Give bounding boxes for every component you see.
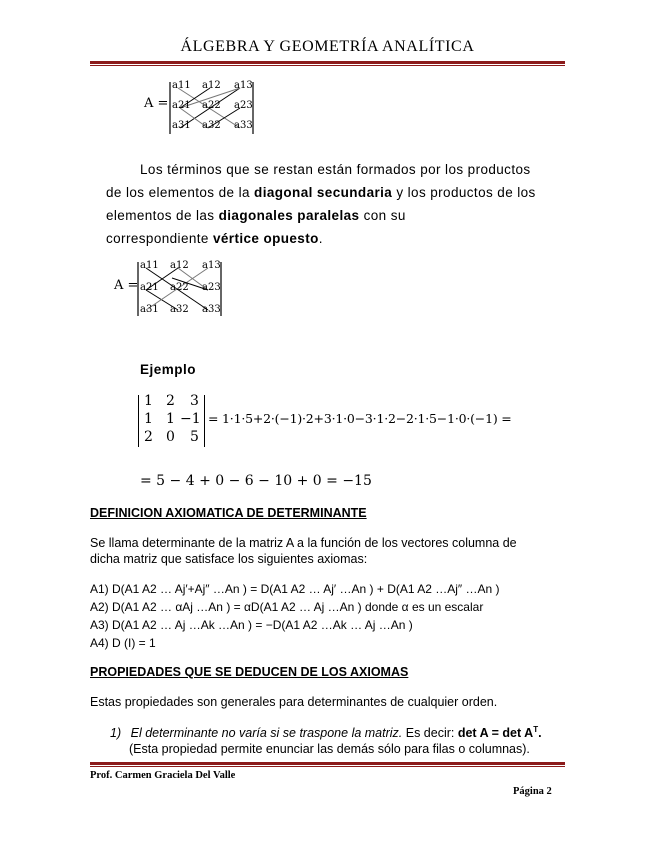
axiom-item: A1) D(A1 A2 … Aj′+Aj″ …An ) = D(A1 A2 … Aj′ …An ) + D(A1 A2 …Aj″ …An ) <box>90 582 500 596</box>
header-rule-thin <box>90 65 565 66</box>
matrix-entry: a31 <box>140 304 159 315</box>
footer-page-number: Página 2 <box>513 786 552 797</box>
para-bold: vértice opuesto <box>212 231 319 246</box>
para-text: . <box>318 231 323 246</box>
det-entry: 3 <box>190 393 199 409</box>
matrix-entry: a12 <box>202 80 221 91</box>
sarrus-diagram-2 <box>112 258 227 320</box>
det-entry: 1 <box>166 411 175 427</box>
example-label: Ejemplo <box>140 362 197 377</box>
matrix-entry: a33 <box>202 304 221 315</box>
det-entry: 1 <box>144 393 153 409</box>
para-text: y los productos de los <box>392 185 536 200</box>
axiom-item: A4) D (I) = 1 <box>90 636 156 650</box>
det-entry: 0 <box>166 429 175 445</box>
matrix-entry: a21 <box>140 282 159 293</box>
matrix-entry: a32 <box>170 304 189 315</box>
properties-intro: Estas propiedades son generales para determinantes de cualquier orden. <box>90 695 498 709</box>
matrix-lhs: A = <box>114 278 139 293</box>
para-text: Los términos que se restan están formados por los productos <box>140 162 531 177</box>
matrix-lhs: A = <box>144 96 169 111</box>
det-entry: 5 <box>190 429 199 445</box>
example-determinant <box>138 393 208 449</box>
axiom-list <box>90 580 560 652</box>
para-text: correspondiente <box>106 231 213 246</box>
sarrus-diagram-1 <box>140 78 260 138</box>
property-formula-sup: T <box>533 725 539 734</box>
property-formula-end: . <box>538 726 542 741</box>
det-entry: 2 <box>166 393 175 409</box>
matrix-entry: a31 <box>172 120 191 131</box>
intro-line: Se llama determinante de la matriz A a la función de los vectores columna de <box>90 536 517 550</box>
para-bold: diagonal secundaria <box>254 185 393 200</box>
matrix-entry: a23 <box>234 100 253 111</box>
matrix-entry: a12 <box>170 260 189 271</box>
matrix-entry: a23 <box>202 282 221 293</box>
axiom-item: A3) D(A1 A2 … Aj …Ak …An ) = −D(A1 A2 …Ak … Aj …An ) <box>90 618 413 632</box>
property-formula: det A = det A <box>457 726 534 741</box>
matrix-entry: a22 <box>202 100 221 111</box>
example-result: = 5 − 4 + 0 − 6 − 10 + 0 = −15 <box>140 473 372 489</box>
section-intro <box>90 535 560 567</box>
det-bar-left <box>138 395 139 447</box>
det-entry: −1 <box>180 411 201 427</box>
property-1 <box>110 722 570 757</box>
para-text: con su <box>359 208 406 223</box>
para-text: de los elementos de la <box>106 185 255 200</box>
det-entry: 2 <box>144 429 153 445</box>
matrix-entry: a32 <box>202 120 221 131</box>
para-bold: diagonales paralelas <box>218 208 360 223</box>
property-number: 1) <box>110 726 122 741</box>
matrix-entry: a11 <box>172 80 191 91</box>
section-title-properties: PROPIEDADES QUE SE DEDUCEN DE LOS AXIOMAS <box>90 665 409 679</box>
intro-line: dicha matriz que satisface los siguientes axiomas: <box>90 552 368 566</box>
matrix-entry: a13 <box>234 80 253 91</box>
matrix-entry: a33 <box>234 120 253 131</box>
para-text: elementos de las <box>106 208 219 223</box>
det-entry: 1 <box>144 411 153 427</box>
matrix-entry: a13 <box>202 260 221 271</box>
property-note: (Esta propiedad permite enunciar las demás sólo para filas o columnas). <box>129 742 530 757</box>
axiom-item: A2) D(A1 A2 … αAj …An ) = αD(A1 A2 … Aj …An ) donde α es un escalar <box>90 600 484 614</box>
footer-rule-thin <box>90 766 565 767</box>
property-statement: El determinante no varía si se traspone la matriz. <box>130 726 403 741</box>
matrix-entry: a22 <box>170 282 189 293</box>
footer-rule <box>90 762 565 765</box>
property-text: Es decir: <box>402 726 458 741</box>
header-rule <box>90 61 565 64</box>
footer-author: Prof. Carmen Graciela Del Valle <box>90 770 236 781</box>
det-bar-right <box>204 395 205 447</box>
matrix-entry: a11 <box>140 260 159 271</box>
matrix-entry: a21 <box>172 100 191 111</box>
paragraph-secondary-diagonal <box>106 158 576 250</box>
example-expansion: = 1·1·5+2·(−1)·2+3·1·0−3·1·2−2·1·5−1·0·(−1) = <box>208 411 512 426</box>
section-title-axiomatic: DEFINICION AXIOMATICA DE DETERMINANTE <box>90 506 367 520</box>
page-header-title: ÁLGEBRA Y GEOMETRÍA ANALÍTICA <box>180 38 475 55</box>
